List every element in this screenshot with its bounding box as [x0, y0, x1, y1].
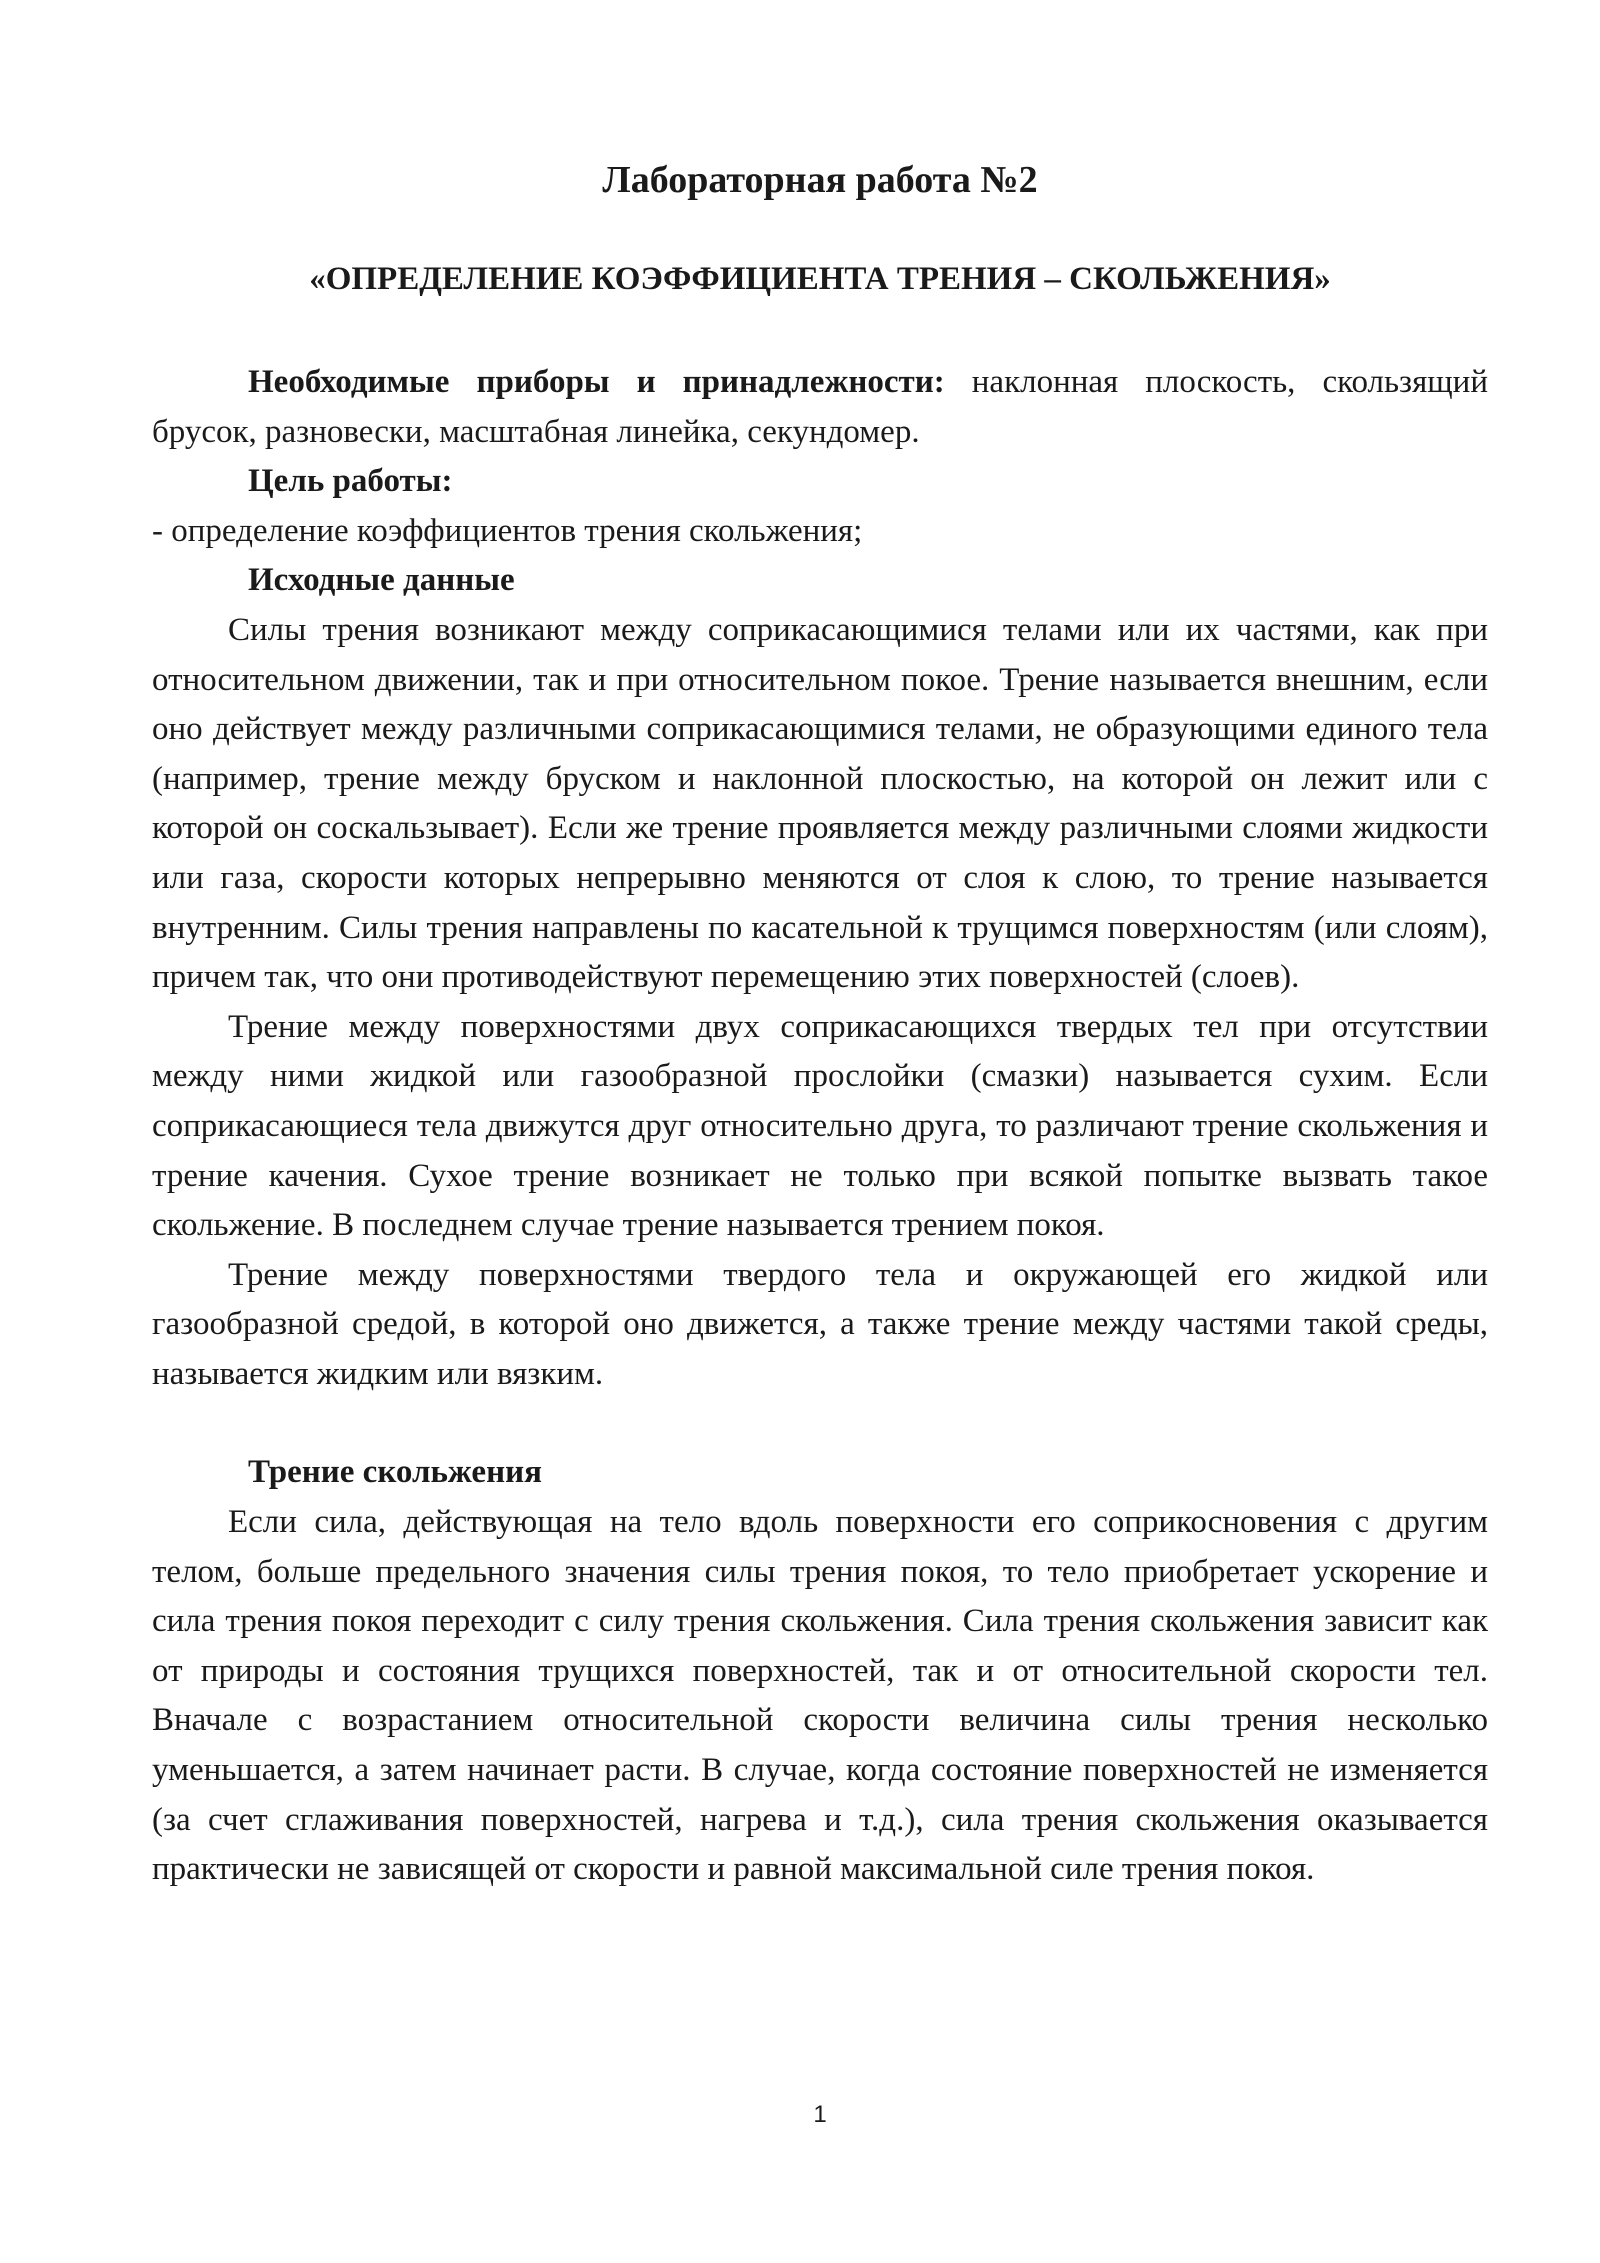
document-body [152, 358, 1488, 1895]
initial-data-paragraph-1: Силы трения возникают между соприкасающимися телами или их частями, как при относительном движении, так и при относительном покое. Трение называется внешним, если оно действует между различными соприкасающимися телами, не образующими единого тела (например, трение между бруском и наклонной плоскостью, на которой он лежит или с которой он соскальзывает). Если же трение проявляется между различными слоями жидкости или газа, скорости которых непрерывно меняются от слоя к слою, то трение называется внутренним. Силы трения направлены по касательной к трущимся поверхностям (или слоям), причем так, что они противодействуют перемещению этих поверхностей (слоев). [152, 611, 1488, 996]
equipment-text: наклонная плоскость, скользящий брусок, разновески, масштабная линейка, секундомер. [152, 364, 1488, 450]
initial-data-paragraph-3: Трение между поверхностями твердого тела и окружающей его жидкой или газообразной средой, в которой оно движется, а также трение между частями такой среды, называется жидким или вязким. [152, 1256, 1488, 1392]
sliding-friction-heading: Трение скольжения [248, 1454, 542, 1491]
sliding-friction-paragraph: Если сила, действующая на тело вдоль поверхности его соприкосновения с другим телом, больше предельного значения силы трения покоя, то тело приобретает ускорение и сила трения покоя переходит с силу трения скольжения. Сила трения скольжения зависит как от природы и состояния трущихся поверхностей, так и от относительной скорости тел. Вначале с возрастанием относительной скорости величина силы трения несколько уменьшается, а затем начинает расти. В случае, когда состояние поверхностей не изменяется (за счет сглаживания поверхностей, нагрева и т.д.), сила трения скольжения оказывается практически не зависящей от скорости и равной максимальной силе трения покоя. [152, 1504, 1488, 1888]
goal-item: - определение коэффициентов трения скольжения; [152, 512, 863, 549]
goal-heading: Цель работы: [248, 463, 453, 500]
document-subtitle: «ОПРЕДЕЛЕНИЕ КОЭФФИЦИЕНТА ТРЕНИЯ – СКОЛЬЖЕНИЯ» [309, 261, 1331, 297]
equipment-paragraph [152, 358, 1488, 457]
initial-data-paragraph-2: Трение между поверхностями двух соприкасающихся твердых тел при отсутствии между ними жидкой или газообразной прослойки (смазки) называется сухим. Если соприкасающиеся тела движутся друг относительно друга, то различают трение скольжения и трение качения. Сухое трение возникает не только при всякой попытке вызвать такое скольжение. В последнем случае трение называется трением покоя. [152, 1008, 1488, 1244]
document-title: Лабораторная работа №2 [602, 159, 1038, 201]
page-number: 1 [813, 2101, 827, 2128]
section-spacer [152, 1399, 1488, 1448]
document-page [152, 0, 1488, 2263]
initial-data-heading: Исходные данные [248, 562, 515, 599]
equipment-label: Необходимые приборы и принадлежности: [248, 364, 945, 400]
